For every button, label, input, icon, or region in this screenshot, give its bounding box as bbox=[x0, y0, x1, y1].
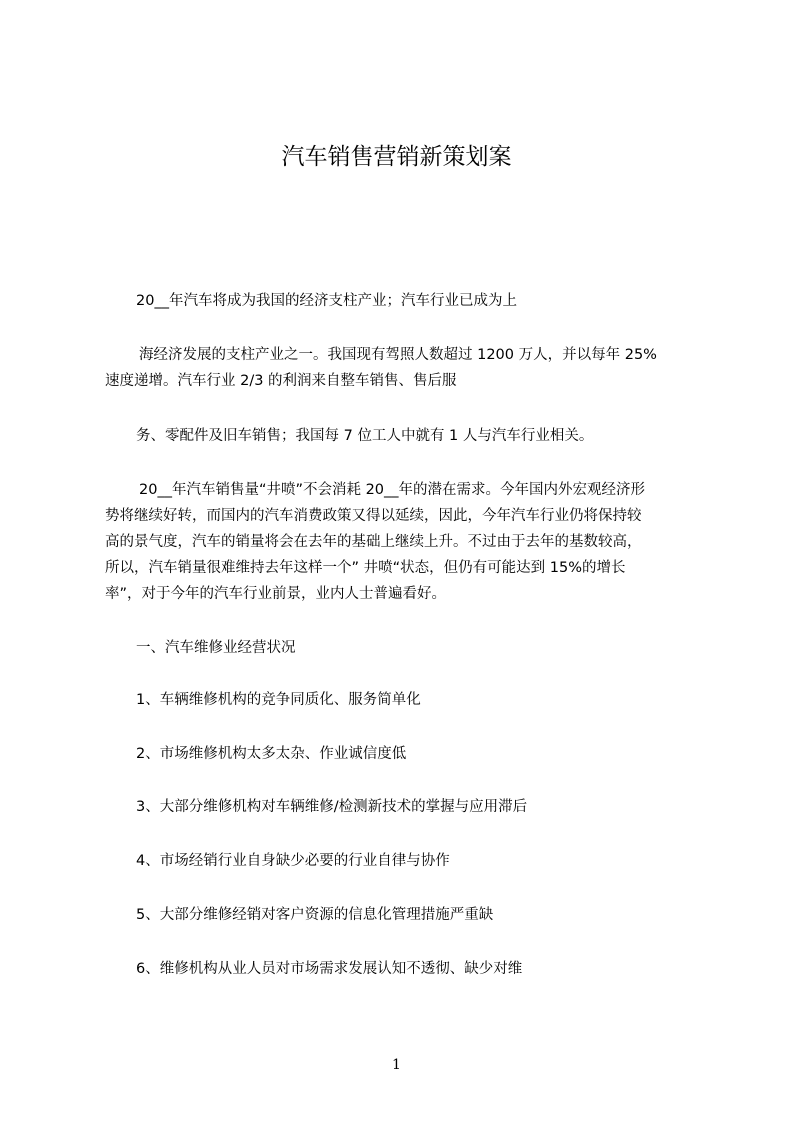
paragraph-4-line-1: 20__年汽车销售量“井喷”不会消耗 20__年的潜在需求。今年国内外宏观经济形 bbox=[139, 482, 646, 498]
paragraph-4-line-4: 所以，汽车销量很难维持去年这样一个” 井喷“状态，但仍有可能达到 15%的增长 bbox=[105, 560, 626, 576]
section-heading: 一、汽车维修业经营状况 bbox=[136, 640, 296, 656]
list-item: 5、大部分维修经销对客户资源的信息化管理措施严重缺 bbox=[136, 907, 494, 923]
list-item: 4、市场经销行业自身缺少必要的行业自律与协作 bbox=[136, 853, 450, 869]
document-title: 汽车销售营销新策划案 bbox=[281, 144, 512, 170]
page-number: 1 bbox=[392, 1057, 401, 1073]
paragraph-4-line-2: 势将继续好转，而国内的汽车消费政策又得以延续，因此，今年汽车行业仍将保持较 bbox=[105, 508, 642, 524]
paragraph-3-line-1: 务、零配件及旧车销售；我国每 7 位工人中就有 1 人与汽车行业相关。 bbox=[136, 428, 594, 444]
list-item: 3、大部分维修机构对车辆维修/检测新技术的掌握与应用滞后 bbox=[136, 799, 528, 815]
paragraph-2-line-2: 速度递增。汽车行业 2/3 的利润来自整车销售、售后服 bbox=[105, 373, 457, 389]
paragraph-2-line-1: 海经济发展的支柱产业之一。我国现有驾照人数超过 1200 万人，并以每年 25% bbox=[139, 347, 657, 363]
list-item: 1、车辆维修机构的竞争同质化、服务简单化 bbox=[136, 692, 421, 708]
paragraph-1-line-1: 20__年汽车将成为我国的经济支柱产业；汽车行业已成为上 bbox=[136, 293, 517, 309]
paragraph-4-line-5: 率”，对于今年的汽车行业前景，业内人士普遍看好。 bbox=[105, 586, 447, 602]
paragraph-4-line-3: 高的景气度，汽车的销量将会在去年的基础上继续上升。不过由于去年的基数较高， bbox=[105, 534, 642, 550]
list-item: 6、维修机构从业人员对市场需求发展认知不透彻、缺少对维 bbox=[136, 961, 523, 977]
list-item: 2、市场维修机构太多太杂、作业诚信度低 bbox=[136, 746, 407, 762]
